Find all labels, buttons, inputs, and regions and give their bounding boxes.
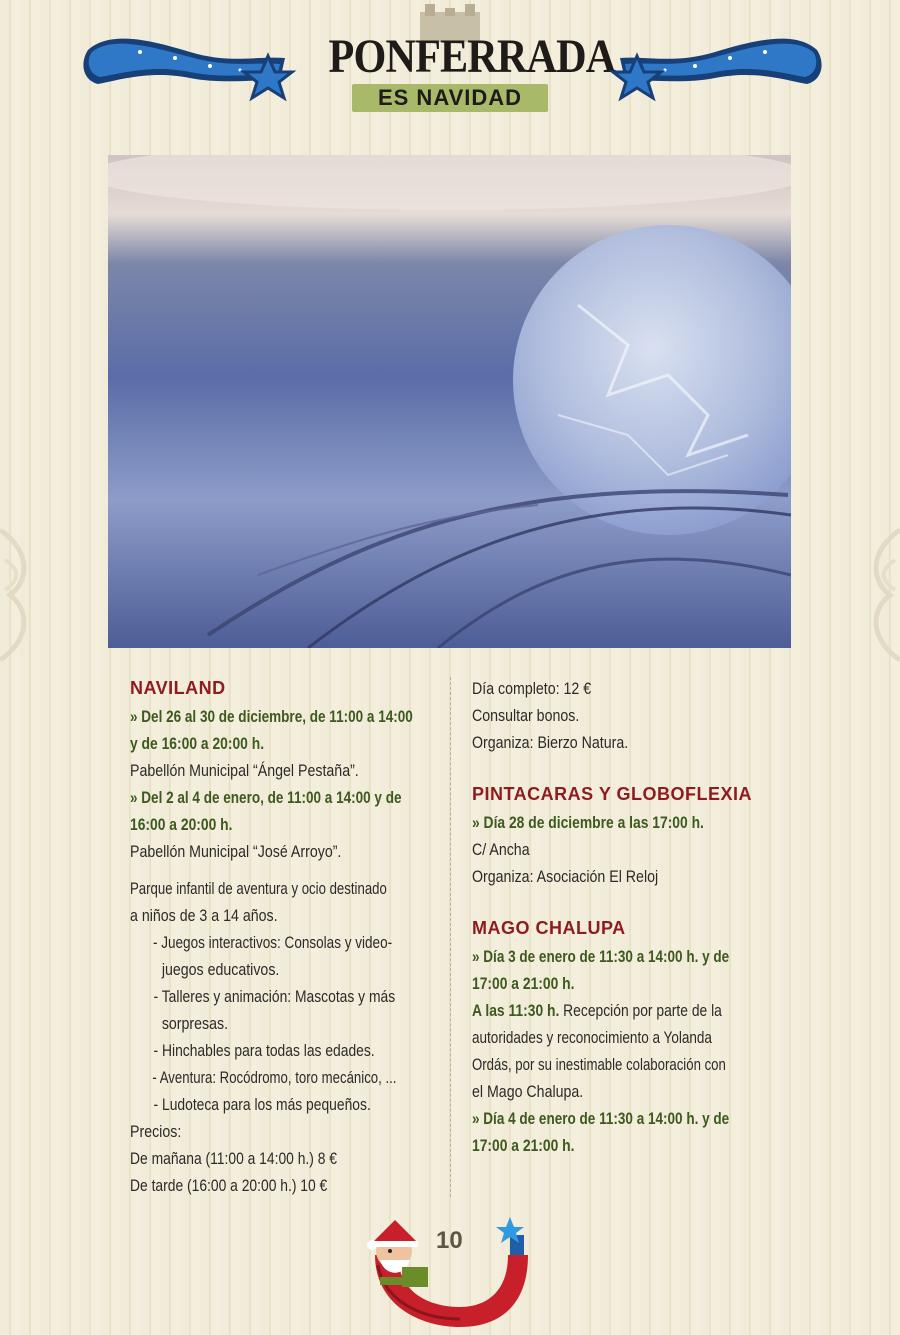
left-star-banner-decoration xyxy=(80,28,300,113)
right-star-banner-decoration xyxy=(605,28,825,113)
naviland-date2-line1: » Del 2 al 4 de enero, de 11:00 a 14:00 y de xyxy=(130,789,402,807)
pintacaras-title: PINTACARAS Y GLOBOFLEXIA xyxy=(472,784,753,804)
right-side-ornament xyxy=(850,520,900,675)
brand-subtitle: ES NAVIDAD xyxy=(377,85,523,110)
right-column xyxy=(472,676,772,1160)
naviland-item: - Aventura: Rocódromo, toro mecánico, ... xyxy=(152,1069,397,1087)
mago-description-rest: Recepción por parte de la xyxy=(559,1002,722,1020)
naviland-description-line1: Parque infantil de aventura y ocio destinado xyxy=(130,880,387,898)
naviland-venue2: Pabellón Municipal “José Arroyo”. xyxy=(130,843,342,861)
naviland-description-line2: a niños de 3 a 14 años. xyxy=(130,907,278,925)
mago-description-line: el Mago Chalupa. xyxy=(472,1083,584,1101)
mago-description-line1 xyxy=(472,998,724,1025)
mago-date2-line2: 17:00 a 21:00 h. xyxy=(472,1137,575,1155)
price-afternoon: De tarde (16:00 a 20:00 h.) 10 € xyxy=(130,1177,328,1195)
mago-date1-line1: » Día 3 de enero de 11:30 a 14:00 h. y de xyxy=(472,948,730,966)
naviland-bonos-note: Consultar bonos. xyxy=(472,707,580,725)
page-header xyxy=(0,0,900,130)
pintacaras-date: » Día 28 de diciembre a las 17:00 h. xyxy=(472,814,704,832)
naviland-item: - Ludoteca para los más pequeños. xyxy=(153,1096,371,1114)
price-morning: De mañana (11:00 a 14:00 h.) 8 € xyxy=(130,1150,338,1168)
pintacaras-organizer: Organiza: Asociación El Reloj xyxy=(472,868,659,886)
page-number: 10 xyxy=(436,1227,463,1254)
naviland-date1-line1: » Del 26 al 30 de diciembre, de 11:00 a 14:00 xyxy=(130,708,413,726)
naviland-date1-line2: y de 16:00 a 20:00 h. xyxy=(130,735,265,753)
naviland-item: juegos educativos. xyxy=(161,961,280,979)
naviland-item: - Talleres y animación: Mascotas y más xyxy=(153,988,396,1006)
naviland-full-day-price: Día completo: 12 € xyxy=(472,680,592,698)
frozen-bubble-photo xyxy=(108,155,791,648)
left-side-ornament xyxy=(0,520,50,675)
naviland-item: - Juegos interactivos: Consolas y video- xyxy=(152,934,393,952)
column-divider xyxy=(450,677,451,1197)
naviland-item: - Hinchables para todas las edades. xyxy=(153,1042,375,1060)
mago-time-highlight: A las 11:30 h. xyxy=(472,1002,560,1020)
naviland-organizer: Organiza: Bierzo Natura. xyxy=(472,734,629,752)
mago-date1-line2: 17:00 a 21:00 h. xyxy=(472,975,575,993)
naviland-venue1: Pabellón Municipal “Ángel Pestaña”. xyxy=(130,762,359,780)
mago-description-line: Ordás, por su inestimable colaboración con xyxy=(472,1056,726,1074)
naviland-title: NAVILAND xyxy=(130,678,226,698)
naviland-section xyxy=(130,676,435,1200)
mago-date2-line1: » Día 4 de enero de 11:30 a 14:00 h. y de xyxy=(472,1110,730,1128)
pintacaras-venue: C/ Ancha xyxy=(472,841,530,859)
naviland-date2-line2: 16:00 a 20:00 h. xyxy=(130,816,233,834)
brand-title: PONFERRADA xyxy=(328,30,616,83)
naviland-item: sorpresas. xyxy=(161,1015,229,1033)
mago-title: MAGO CHALUPA xyxy=(472,918,626,938)
mago-description-line: autoridades y reconocimiento a Yolanda xyxy=(472,1029,712,1047)
prices-label: Precios: xyxy=(130,1123,182,1141)
